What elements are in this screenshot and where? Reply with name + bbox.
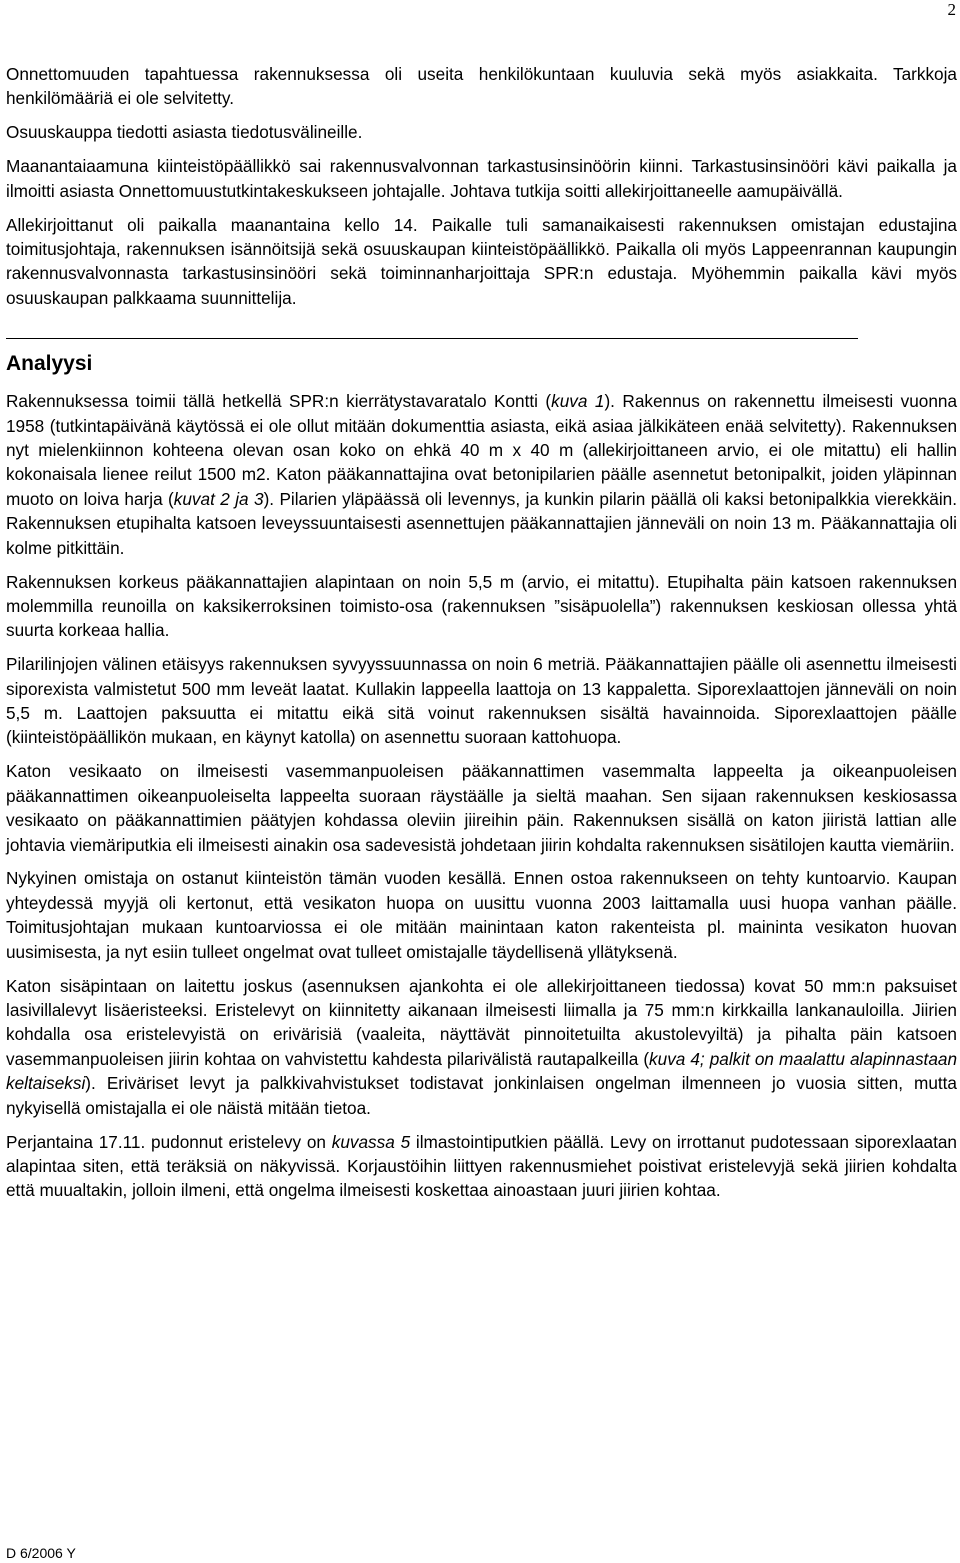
paragraph: Maanantaiaamuna kiinteistöpäällikkö sai rakennusvalvonnan tarkastusinsinöörin kiinni. Tarkastusinsinööri kävi paikalla ja ilmoitti asiasta Onnettomuustutkintakeskukseen johtajalle. Johtava tutkija soitti allekirjoittaneelle aamupäivällä. (6, 156, 957, 201)
paragraph: Allekirjoittanut oli paikalla maanantaina kello 14. Paikalle tuli samanaikaisesti rakennuksen omistajan edustajina toimitusjohtaja, rakennuksen isännöitsijä sekä osuuskaupan kiinteistöpäällikkö. Paikalla oli myös Lappeenrannan kaupungin rakennusvalvonnasta tarkastusinsinööri sekä toiminnanharjoittaja SPR:n edustaja. Myöhemmin paikalla kävi myös osuuskaupan palkkaama suunnittelija. (6, 214, 957, 308)
section-divider (6, 338, 858, 339)
section-heading: Analyysi (6, 352, 93, 376)
text-run: ilmastointiputkien päällä. Levy on irrottanut pudotessaan siporexlaatan alapintaa siten, että teräksiä on näkyvissä. Korjaustöihin liittyen rakennusmiehet poistivat eristelevyjä sekä jiirien kohdalta että muualtakin, jolloin ilmeni, että ongelma ilmeisesti koskettaa ainoastaan juuri jiirien kohtaa. (6, 1131, 957, 1201)
document-body (6, 62, 957, 1203)
paragraph: Osuuskauppa tiedotti asiasta tiedotusvälineille. (6, 122, 363, 143)
paragraph: Pilarilinjojen välinen etäisyys rakennuksen syvyyssuunnassa on noin 6 metriä. Pääkannattajien päälle oli asennettu ilmeisesti siporexista valmistetut 500 mm leveät laatat. Kullakin lappeella laattoja on 13 kappaletta. Siporexlaattojen jänneväli on noin 5,5 m. Laattojen paksuutta ei mitattu eikä sitä voinut rakennuksen sisältä havainnoida. Siporexlaattojen päälle (kiinteistöpäällikön mukaan, en käynyt katolla) on asennettu suoraan kattohuopa. (6, 654, 957, 748)
footer-report-id: D 6/2006 Y (6, 1545, 76, 1561)
figure-reference: kuvat 2 ja 3 (173, 488, 264, 509)
paragraph: Onnettomuuden tapahtuessa rakennuksessa oli useita henkilökuntaan kuuluvia sekä myös asiakkaita. Tarkkoja henkilömääriä ei ole selvitetty. (6, 64, 957, 109)
paragraph: Rakennuksen korkeus pääkannattajien alapintaan on noin 5,5 m (arvio, ei mitattu). Etupihalta päin katsoen rakennuksen molemmilla reunoilla on kaksikerroksinen toimisto-osa (rakennuksen ”sisäpuolella”) rakennuksen keskiosan ollessa yhtä suurta korkeaa hallia. (6, 571, 957, 641)
text-run: Katon sisäpintaan on laitettu joskus (asennuksen ajankohta ei ole allekirjoittaneen tiedossa) kovat 50 mm:n paksuiset lasivillalevyt lisäeristeeksi. Eristelevyt on kiinnitetty aikanaan ilmeisesti liimalla ja 75 mm:n kirkkailla lankanauloilla. Jiirien kohdalla osa eristelevyistä on erivärisiä (vaaleita, näyttävät pinnoitetuilta akustolevyiltä) ja pihalta päin katsoen vasemmanpuoleisen jiirin kohtaa on vahvistettu kahdesta pilarivälistä rautapalkeilla ( (6, 975, 957, 1069)
paragraph (6, 1130, 957, 1203)
text-run: ). Eriväriset levyt ja palkkivahvistukset todistavat jonkinlaisen ongelman ilmenneen jo vuosia sitten, mutta nykyisellä omistajalla ei ole näistä mitään tietoa. (6, 1073, 957, 1118)
page-number: 2 (947, 0, 956, 19)
text-run: ). Pilarien yläpäässä oli levennys, ja kunkin pilarin päällä oli kaksi betonipalkkia vierekkäin. Rakennuksen etupihalta katsoen leveyssuuntaisesti asennettujen pääkannattajien jänneväli on noin 13 m. Pääkannattajia oli kolme pitkittäin. (6, 488, 958, 558)
paragraph: Katon vesikaato on ilmeisesti vasemmanpuoleisen pääkannattimen vasemmalta lappeelta ja oikeanpuoleisen pääkannattimen oikeanpuoleiselta lappeelta suoraan räystäälle ja sieltä maahan. Sen sijaan rakennuksen keskiosassa vesikaato on pääkannattimien päätyjen kohdassa oleviin jiireihin päin. Rakennuksen sisällä on katon jiiristä lattian alle johtavia viemäriputkia eli ilmeisesti ainakin osa sadevesistä johdetaan jiirin kohdalta rakennuksen sisätilojen kautta viemäriin. (6, 761, 957, 855)
text-run: Rakennuksessa toimii tällä hetkellä SPR:n kierrätystavaratalo Kontti ( (6, 391, 552, 412)
text-run: Perjantaina 17.11. pudonnut eristelevy on (6, 1131, 332, 1152)
paragraph (6, 389, 957, 560)
paragraph (6, 974, 957, 1120)
figure-reference: kuva 4; palkit on maalattu alapinnastaan keltaiseksi (6, 1048, 957, 1094)
figure-reference: kuvassa 5 (331, 1131, 411, 1152)
text-run: ). Rakennus on rakennettu ilmeisesti vuonna 1958 (tutkintapäivänä käytössä ei ole ollut mitään dokumenttia asiasta, eikä asiaa jälkikäteen enää selvitetty). Rakennuksen nyt mielenkiinnon kohteena olevan osan koko on ehkä 40 m x 40 m (allekirjoittaneen arvio, ei ole mitattu) eli hallin kokonaisala lienee reilut 1500 m2. Katon pääkannattajina ovat betonipilarien päälle asennetut betonipalkit, joiden yläpinnan muoto on loiva harja ( (6, 391, 958, 509)
figure-reference: kuva 1 (551, 391, 605, 412)
paragraph: Nykyinen omistaja on ostanut kiinteistön tämän vuoden kesällä. Ennen ostoa rakennukseen on tehty kuntoarvio. Kaupan yhteydessä myyjä oli kertonut, että vesikaton huopa on uusittu vuonna 2003 laittamalla uusi huopa vanhan päälle. Toimitusjohtajan mukaan kuntoarviossa ei ole mitään mainintaan katon rakenteista pl. maininta vesikaton huovan uusimisesta, ja nyt esiin tulleet ongelmat ovat tulleet omistajalle täydellisenä yllätyksenä. (6, 868, 957, 962)
